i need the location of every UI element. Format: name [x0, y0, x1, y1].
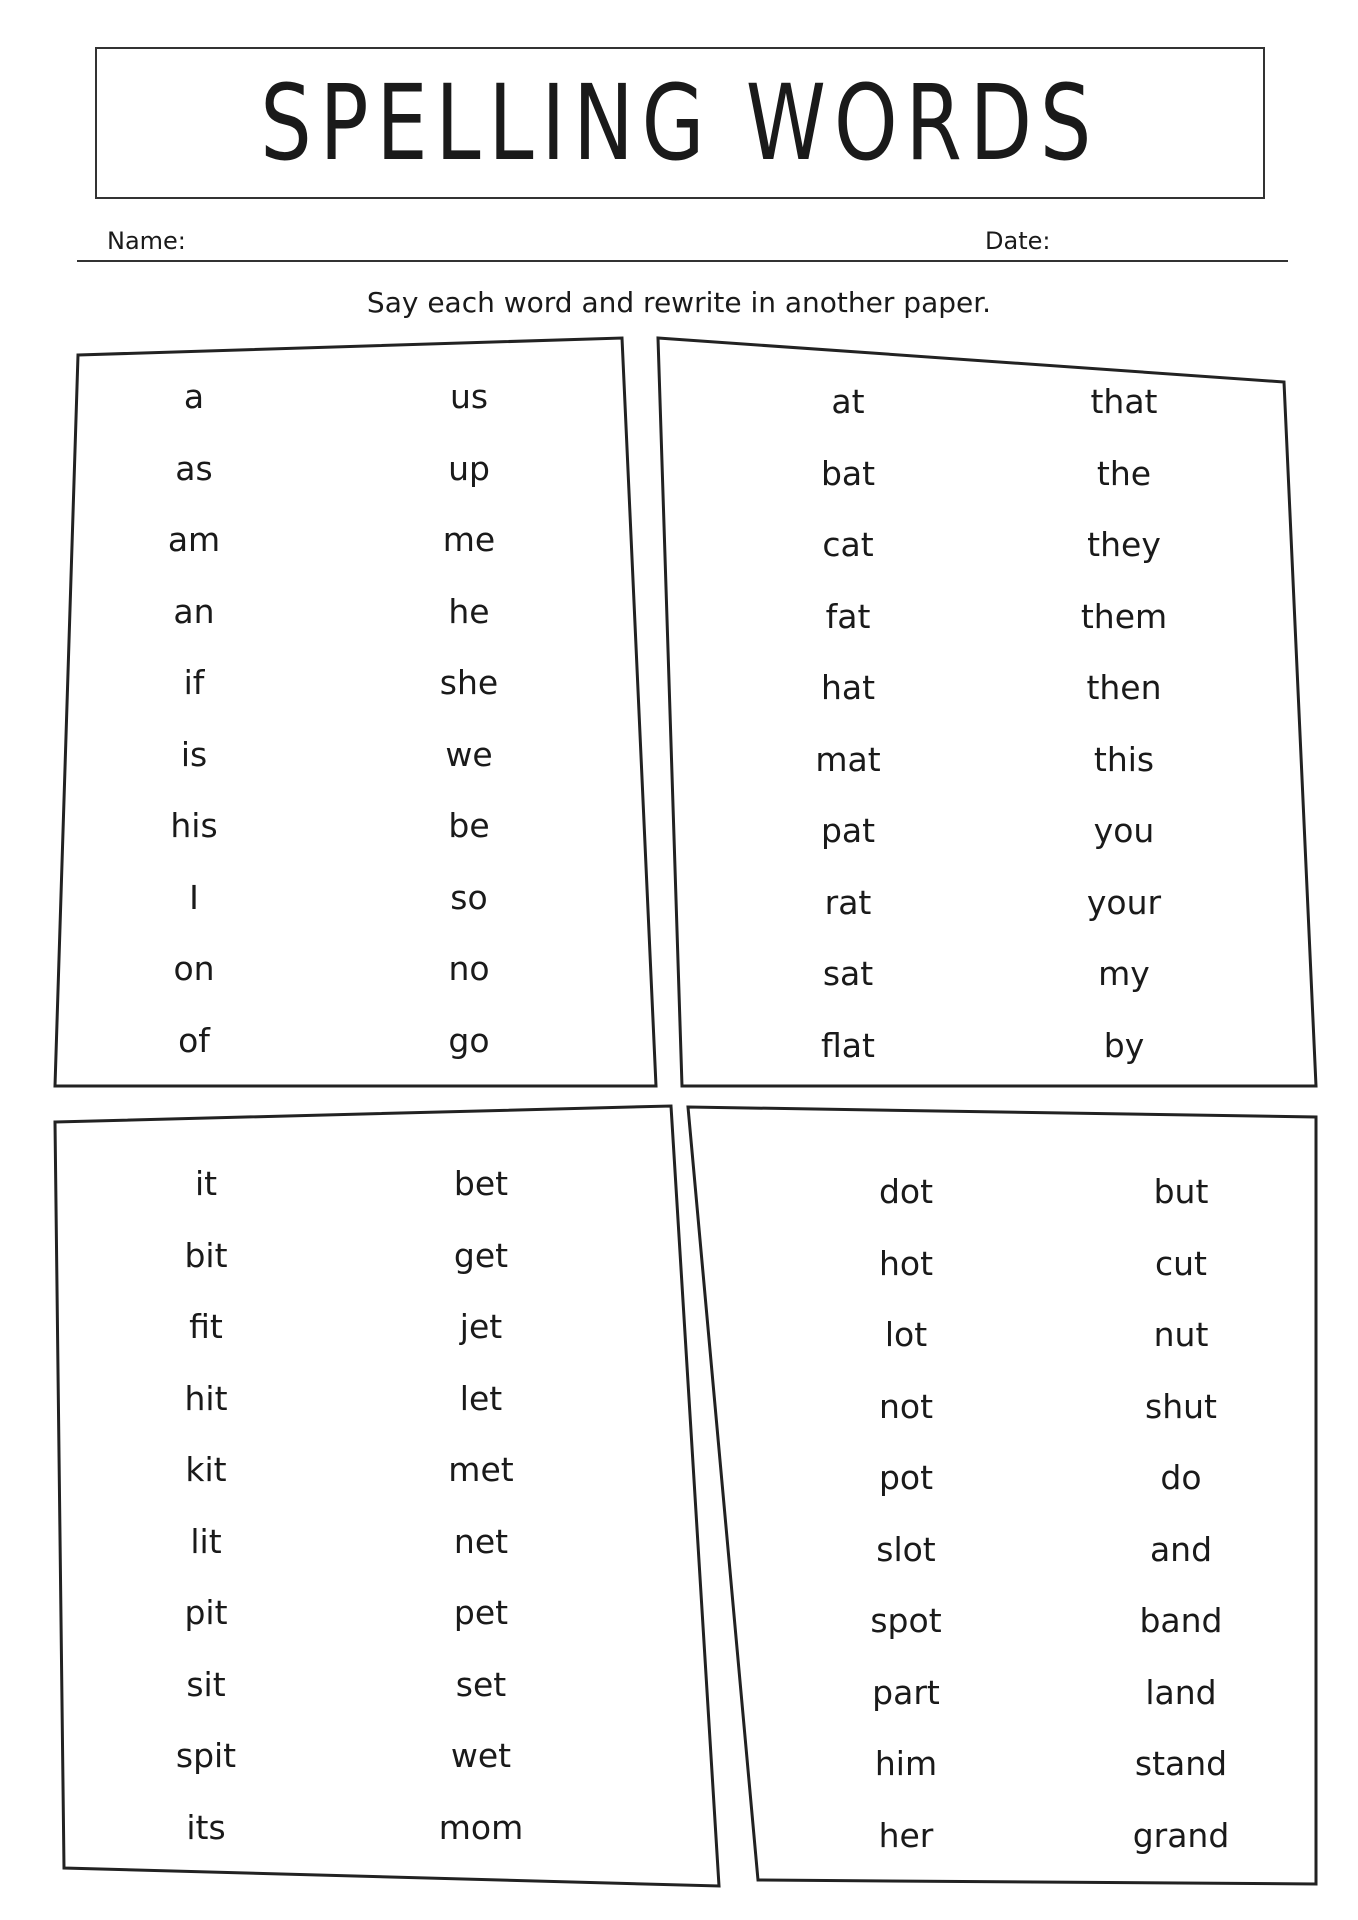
word-item: is	[180, 735, 208, 774]
word-item: am	[167, 520, 221, 559]
word-item: flat	[821, 1026, 875, 1065]
word-item: bat	[820, 454, 876, 493]
word-item: it	[194, 1164, 218, 1203]
word-item: nut	[1153, 1315, 1209, 1354]
word-item: bet	[453, 1164, 509, 1203]
word-item: an	[173, 592, 215, 631]
word-item: she	[439, 663, 499, 702]
word-item: he	[448, 592, 490, 631]
word-item: met	[448, 1450, 514, 1489]
word-item: hit	[184, 1379, 228, 1418]
word-item: mom	[438, 1808, 524, 1847]
word-item: on	[173, 949, 215, 988]
word-item: do	[1160, 1458, 1202, 1497]
word-item: your	[1086, 883, 1162, 922]
word-item: his	[170, 806, 218, 845]
word-item: sit	[186, 1665, 226, 1704]
word-item: cat	[822, 525, 874, 564]
word-item: jet	[459, 1307, 503, 1346]
word-item: get	[453, 1236, 509, 1275]
word-item: hat	[820, 668, 876, 707]
word-item: wet	[450, 1736, 512, 1775]
word-item: and	[1149, 1530, 1213, 1569]
word-item: then	[1086, 668, 1162, 707]
word-item: its	[186, 1808, 226, 1847]
word-item: cut	[1155, 1244, 1207, 1283]
word-item: if	[183, 663, 205, 702]
word-item: slot	[876, 1530, 936, 1569]
word-item: at	[831, 382, 865, 421]
word-item: set	[455, 1665, 507, 1704]
word-item: fat	[825, 597, 871, 636]
word-item: as	[175, 449, 213, 488]
word-item: my	[1098, 954, 1150, 993]
word-item: bit	[184, 1236, 228, 1275]
word-item: not	[878, 1387, 934, 1426]
word-item: stand	[1134, 1744, 1228, 1783]
word-item: lit	[190, 1522, 222, 1561]
word-item: them	[1080, 597, 1168, 636]
word-item: her	[878, 1816, 934, 1855]
word-item: mat	[815, 740, 881, 779]
word-item: no	[448, 949, 490, 988]
word-item: dot	[878, 1172, 934, 1211]
word-item: you	[1093, 811, 1155, 850]
word-item: pat	[820, 811, 876, 850]
page-title: SPELLING WORDS	[260, 62, 1100, 184]
word-item: but	[1153, 1172, 1209, 1211]
word-item: pet	[453, 1593, 509, 1632]
word-item: lot	[884, 1315, 928, 1354]
word-item: part	[872, 1673, 940, 1712]
word-item: kit	[185, 1450, 227, 1489]
word-item: up	[448, 449, 490, 488]
instruction: Say each word and rewrite in another paper.	[366, 286, 992, 319]
word-item: that	[1090, 382, 1158, 421]
word-item: they	[1087, 525, 1161, 564]
word-item: band	[1139, 1601, 1223, 1640]
word-item: be	[448, 806, 490, 845]
date-label: Date:	[985, 227, 1051, 255]
word-item: of	[178, 1021, 210, 1060]
word-item: land	[1145, 1673, 1217, 1712]
word-item: us	[449, 377, 489, 416]
name-label: Name:	[107, 227, 186, 255]
word-item: we	[445, 735, 493, 774]
word-item: sat	[822, 954, 874, 993]
word-item: the	[1096, 454, 1152, 493]
word-item: grand	[1132, 1816, 1230, 1855]
word-item: this	[1093, 740, 1155, 779]
word-item: so	[450, 878, 488, 917]
word-item: pit	[184, 1593, 228, 1632]
word-item: hot	[878, 1244, 934, 1283]
word-item: spit	[175, 1736, 237, 1775]
word-item: by	[1103, 1026, 1145, 1065]
word-item: go	[448, 1021, 490, 1060]
word-item: pot	[878, 1458, 934, 1497]
word-item: net	[453, 1522, 509, 1561]
word-item: me	[442, 520, 496, 559]
word-item: shut	[1145, 1387, 1217, 1426]
word-item: rat	[824, 883, 872, 922]
word-item: a	[183, 377, 205, 416]
word-item: I	[189, 878, 199, 917]
word-item: him	[874, 1744, 938, 1783]
word-item: let	[459, 1379, 503, 1418]
word-item: spot	[870, 1601, 942, 1640]
word-item: fit	[189, 1307, 223, 1346]
